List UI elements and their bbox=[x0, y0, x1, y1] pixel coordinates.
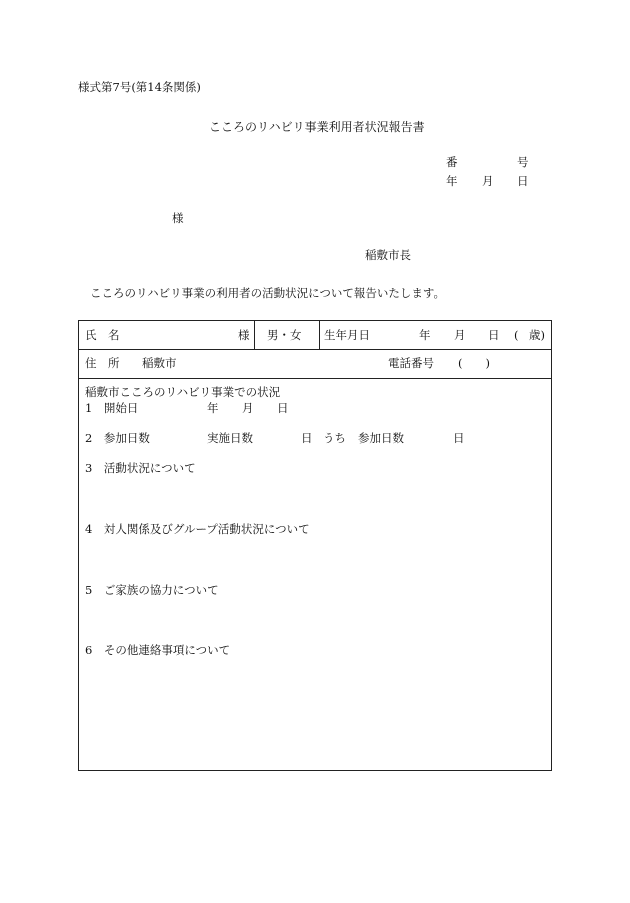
date-year-label: 年 bbox=[446, 174, 458, 188]
item-5-family: 5 ご家族の協力について bbox=[85, 583, 219, 597]
item-3-activity: 3 活動状況について bbox=[85, 461, 196, 475]
item-1-start-date: 1 開始日 bbox=[85, 401, 139, 415]
ban-label: 番 bbox=[446, 155, 458, 169]
intro-text: こころのリハビリ事業の利用者の活動状況について報告いたします。 bbox=[90, 286, 446, 300]
status-heading: 稲敷市こころのリハビリ事業での状況 bbox=[85, 385, 281, 399]
go-label: 号 bbox=[517, 155, 529, 169]
age-open-paren: ( bbox=[514, 328, 519, 342]
date-day-label: 日 bbox=[517, 174, 529, 188]
item-2-part-days: 参加日数 bbox=[358, 431, 404, 445]
address-label: 住 所 bbox=[85, 356, 120, 370]
row-divider bbox=[79, 378, 551, 379]
document-title: こころのリハビリ事業利用者状況報告書 bbox=[209, 120, 425, 134]
item-2-day-2: 日 bbox=[453, 431, 465, 445]
report-table bbox=[78, 320, 552, 771]
name-label: 氏 名 bbox=[85, 328, 120, 342]
birth-month-label: 月 bbox=[454, 328, 466, 342]
form-number: 様式第7号(第14条関係) bbox=[78, 80, 201, 94]
row-divider bbox=[79, 349, 551, 350]
sender: 稲敷市長 bbox=[365, 248, 411, 262]
phone-parens: ( ) bbox=[458, 356, 490, 370]
address-city: 稲敷市 bbox=[142, 356, 177, 370]
addressee-suffix: 様 bbox=[172, 211, 184, 225]
item-2-uchi: うち bbox=[323, 431, 346, 445]
phone-label: 電話番号 bbox=[388, 356, 434, 370]
gender-field[interactable]: 男・女 bbox=[267, 328, 302, 342]
name-sama: 様 bbox=[238, 328, 250, 342]
birth-year-label: 年 bbox=[419, 328, 431, 342]
date-month-label: 月 bbox=[482, 174, 494, 188]
item-2-impl-days: 実施日数 bbox=[207, 431, 253, 445]
col-divider bbox=[254, 321, 255, 349]
item-4-relations: 4 対人関係及びグループ活動状況について bbox=[85, 522, 310, 536]
item-1-day: 日 bbox=[277, 401, 289, 415]
item-6-other: 6 その他連絡事項について bbox=[85, 643, 231, 657]
item-2-day-1: 日 bbox=[301, 431, 313, 445]
birth-day-label: 日 bbox=[488, 328, 500, 342]
col-divider bbox=[319, 321, 320, 349]
item-1-month: 月 bbox=[242, 401, 254, 415]
birth-label: 生年月日 bbox=[324, 328, 370, 342]
age-suffix: 歳) bbox=[529, 328, 545, 342]
item-2-participation: 2 参加日数 bbox=[85, 431, 150, 445]
item-1-year: 年 bbox=[207, 401, 219, 415]
